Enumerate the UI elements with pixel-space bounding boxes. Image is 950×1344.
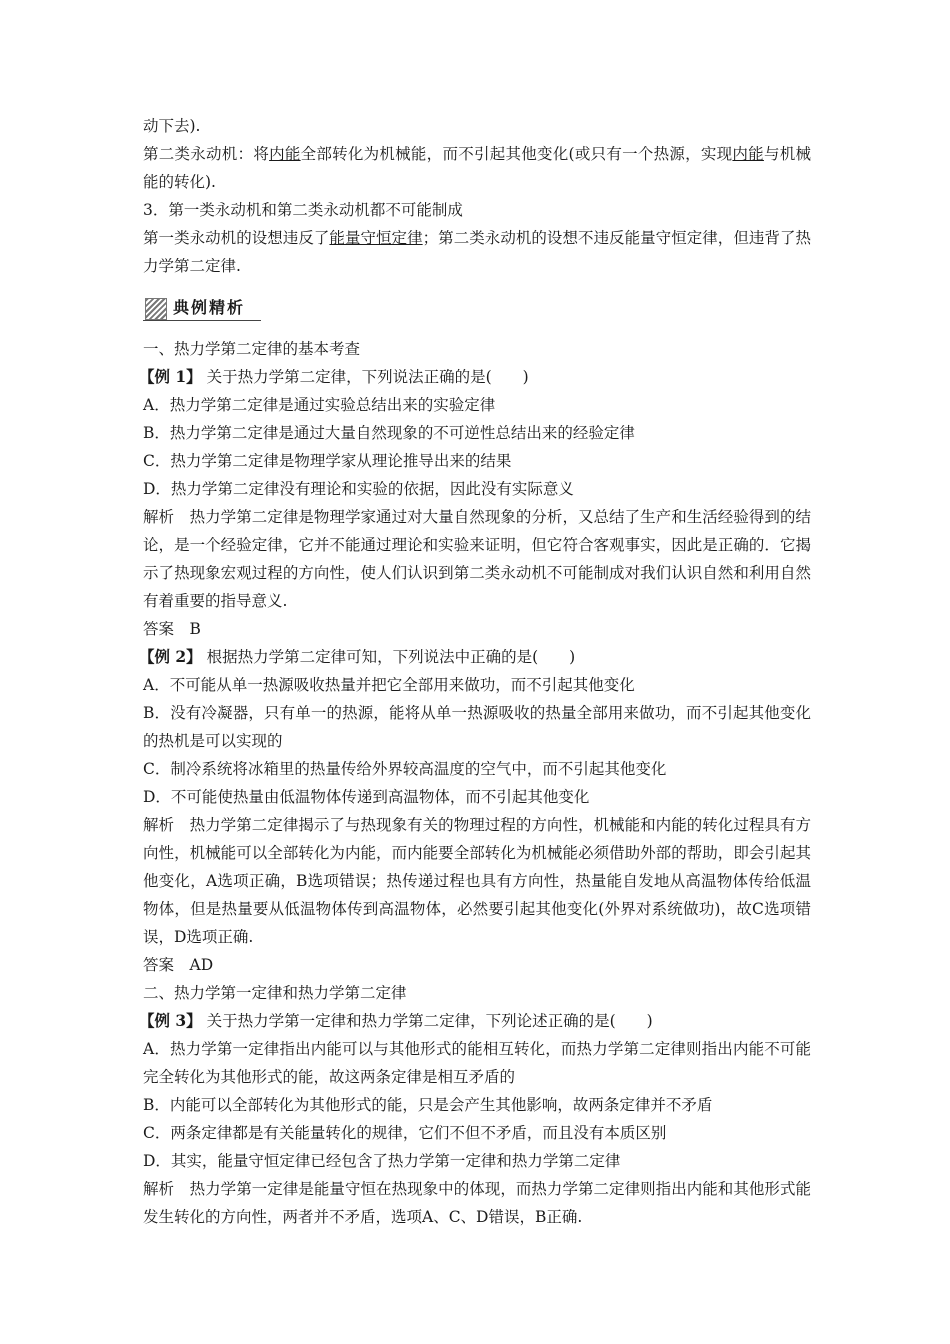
text-line: 动下去). [143,117,201,135]
example-2-question: 【例 2】 根据热力学第二定律可知，下列说法中正确的是( ) [139,647,576,666]
part-2-heading: 二、热力学第一定律和热力学第二定律 [143,984,407,1002]
example-3-question: 【例 3】 关于热力学第一定律和热力学第二定律，下列论述正确的是( ) [139,1011,653,1030]
option-b: B．内能可以全部转化为其他形式的能，只是会产生其他影响，故两条定律并不矛盾 [143,1096,713,1114]
section-heading [143,296,261,321]
point-3-heading: 3．第一类永动机和第二类永动机都不可能制成 [143,201,463,219]
answer: 答案 B [143,620,201,638]
second-kind-perpetual-motion: 第二类永动机：将内能全部转化为机械能，而不引起其他变化(或只有一个热源，实现内能与机械能的转化). [143,145,811,191]
example-1-question: 【例 1】 关于热力学第二定律，下列说法正确的是( ) [139,367,529,386]
analysis: 解析 热力学第二定律揭示了与热现象有关的物理过程的方向性，机械能和内能的转化过程具有方向性，机械能可以全部转化为内能，而内能要全部转化为机械能必须借助外部的帮助，即会引起其他变化，A选项正确，B选项错误；热传递过程也具有方向性，热量能自发地从高温物体传给低温物体，但是热量要从低温物体传到高温物体，必然要引起其他变化(外界对系统做功)，故C选项错误，D选项正确. [143,816,811,946]
example-tag: 【例 1】 [139,367,202,386]
analysis: 解析 热力学第二定律是物理学家通过对大量自然现象的分析，又总结了生产和生活经验得到的结论，是一个经验定律，它并不能通过理论和实验来证明，但它符合客观事实，因此是正确的．它揭示了热现象宏观过程的方向性，使人们认识到第二类永动机不可能制成对我们认识自然和利用自然有着重要的指导意义. [143,508,811,610]
underlined-term: 内能 [269,145,301,163]
option-c: C．制冷系统将冰箱里的热量传给外界较高温度的空气中，而不引起其他变化 [143,760,667,778]
answer: 答案 AD [143,956,214,974]
analysis: 解析 热力学第一定律是能量守恒在热现象中的体现，而热力学第二定律则指出内能和其他形式能发生转化的方向性，两者并不矛盾，选项A、C、D错误，B正确. [143,1180,811,1226]
section-title: 典例精析 [173,298,246,317]
point-3-text: 第一类永动机的设想违反了能量守恒定律；第二类永动机的设想不违反能量守恒定律，但违背了热力学第二定律. [143,229,811,275]
underlined-term: 内能 [732,145,764,163]
example-tag: 【例 2】 [139,647,202,666]
option-d: D．不可能使热量由低温物体传递到高温物体，而不引起其他变化 [143,788,590,806]
option-d: D．其实，能量守恒定律已经包含了热力学第一定律和热力学第二定律 [143,1152,621,1170]
option-d: D．热力学第二定律没有理论和实验的依据，因此没有实际意义 [143,480,574,498]
hatch-square-icon [145,298,167,320]
option-a: A．不可能从单一热源吸收热量并把它全部用来做功，而不引起其他变化 [143,676,635,694]
option-c: C．两条定律都是有关能量转化的规律，它们不但不矛盾，而且没有本质区别 [143,1124,667,1142]
option-a: A．热力学第一定律指出内能可以与其他形式的能相互转化，而热力学第二定律则指出内能不可能完全转化为其他形式的能，故这两条定律是相互矛盾的 [143,1040,811,1086]
option-b: B．热力学第二定律是通过大量自然现象的不可逆性总结出来的经验定律 [143,424,635,442]
option-a: A．热力学第二定律是通过实验总结出来的实验定律 [143,396,496,414]
underlined-term: 能量守恒定律 [329,229,423,247]
document-body [139,112,811,1231]
example-tag: 【例 3】 [139,1011,202,1030]
option-b: B．没有冷凝器，只有单一的热源，能将从单一热源吸收的热量全部用来做功，而不引起其他变化的热机是可以实现的 [143,704,811,750]
option-c: C．热力学第二定律是物理学家从理论推导出来的结果 [143,452,512,470]
part-1-heading: 一、热力学第二定律的基本考查 [143,340,361,358]
